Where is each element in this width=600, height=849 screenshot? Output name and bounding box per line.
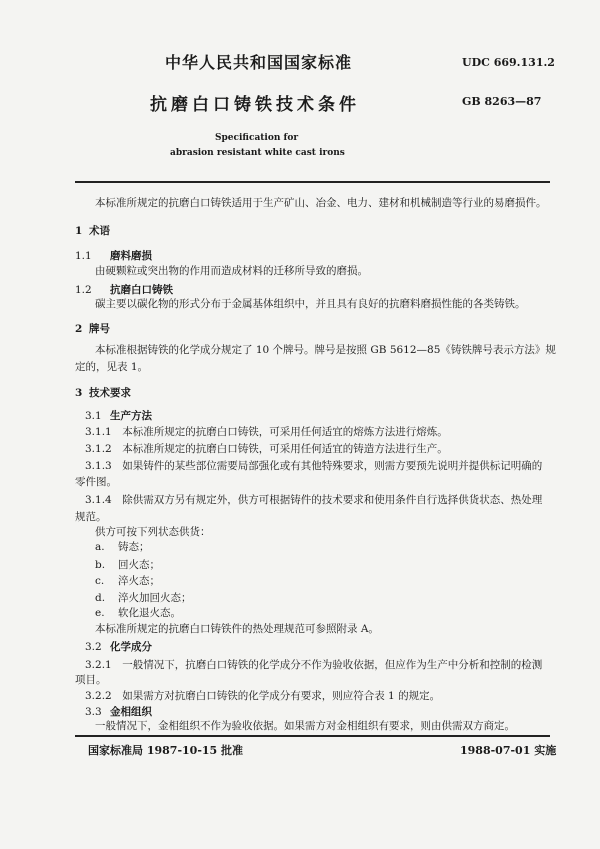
section-3-title: 技术要求	[89, 387, 131, 399]
header-divider	[75, 181, 550, 183]
section-3-2-number: 3.2	[85, 641, 102, 653]
section-3-number: 3	[75, 387, 83, 399]
section-1-1-number: 1.1	[75, 250, 92, 262]
section-1-1-text: 由硬颗粒或突出物的作用而造成材料的迁移所导致的磨损。	[95, 265, 368, 277]
section-3-1-title: 生产方法	[110, 410, 152, 422]
clause-3-2-1-line-2: 项目。	[75, 674, 107, 686]
state-item-a-key: a.	[95, 541, 105, 553]
clause-3-1-4-line-2: 规范。	[75, 511, 107, 523]
clause-3-1-4-line-1: 3.1.4 除供需双方另有规定外，供方可根据铸件的技术要求和使用条件自行选择供货状态、热处理	[85, 494, 543, 506]
section-1-2-number: 1.2	[75, 284, 92, 296]
section-2-text-line-2: 定的，见表 1。	[75, 361, 149, 373]
clause-3-1-3-line-1: 3.1.3 如果铸件的某些部位需要局部强化或有其他特殊要求，则需方要预先说明并提供标记明确的	[85, 460, 543, 472]
clause-3-1-3-line-2: 零件图。	[75, 476, 117, 488]
section-1-2-title: 抗磨白口铸铁	[110, 284, 173, 296]
section-3-1-number: 3.1	[85, 410, 102, 422]
clause-3-1-2: 3.1.2 本标准所规定的抗磨白口铸铁，可采用任何适宜的铸造方法进行生产。	[85, 443, 448, 455]
state-item-c-key: c.	[95, 575, 105, 587]
state-item-e-text: 软化退火态。	[118, 607, 181, 619]
state-item-e-key: e.	[95, 607, 105, 619]
udc-code: UDC 669.131.2	[462, 56, 555, 69]
clause-3-2-1-line-1: 3.2.1 一般情况下，抗磨白口铸铁的化学成分不作为验收依据，但应作为生产中分析和控制的检测	[85, 659, 543, 671]
section-1-title: 术语	[89, 225, 110, 237]
section-3-3-text: 一般情况下，金相组织不作为验收依据。如果需方对金相组织有要求，则由供需双方商定。	[95, 720, 515, 732]
state-item-a-text: 铸态；	[118, 541, 150, 553]
state-item-d-key: d.	[95, 592, 106, 604]
section-3-2-title: 化学成分	[110, 641, 152, 653]
section-2-number: 2	[75, 323, 83, 335]
gb-number: GB 8263—87	[462, 95, 542, 108]
clause-3-2-2: 3.2.2 如果需方对抗磨白口铸铁的化学成分有要求，则应符合表 1 的规定。	[85, 690, 441, 702]
section-2-text-line-1: 本标准根据铸铁的化学成分规定了 10 个牌号。牌号是按照 GB 5612—85《铸铁牌号表示方法》规	[95, 344, 556, 356]
section-1-2-text: 碳主要以碳化物的形式分布于金属基体组织中，并且具有良好的抗磨料磨损性能的各类铸铁。	[95, 298, 526, 310]
state-item-c-text: 淬火态；	[118, 575, 160, 587]
supply-states-intro: 供方可按下列状态供货：	[95, 526, 211, 538]
section-1-number: 1	[75, 225, 83, 237]
document-title: 抗磨白口铸铁技术条件	[150, 95, 360, 115]
footer-divider	[75, 735, 550, 737]
state-item-d-text: 淬火加回火态；	[118, 592, 192, 604]
english-title-line-1: Specification for	[215, 133, 299, 143]
implementation-date: 1988-07-01 实施	[460, 744, 557, 757]
state-item-b-key: b.	[95, 559, 106, 571]
approval-date: 国家标准局 1987-10-15 批准	[88, 744, 244, 757]
annex-reference: 本标准所规定的抗磨白口铸铁件的热处理规范可参照附录 A。	[95, 623, 379, 635]
clause-3-1-1: 3.1.1 本标准所规定的抗磨白口铸铁，可采用任何适宜的熔炼方法进行熔炼。	[85, 426, 448, 438]
section-2-title: 牌号	[89, 323, 110, 335]
state-item-b-text: 回火态；	[118, 559, 160, 571]
english-title-line-2: abrasion resistant white cast irons	[170, 148, 345, 158]
country-standard-heading: 中华人民共和国国家标准	[165, 53, 353, 72]
section-3-3-title: 金相组织	[110, 706, 152, 718]
section-1-1-title: 磨料磨损	[110, 250, 152, 262]
intro-paragraph: 本标准所规定的抗磨白口铸铁适用于生产矿山、冶金、电力、建材和机械制造等行业的易磨损件。	[95, 197, 547, 209]
section-3-3-number: 3.3	[85, 706, 102, 718]
